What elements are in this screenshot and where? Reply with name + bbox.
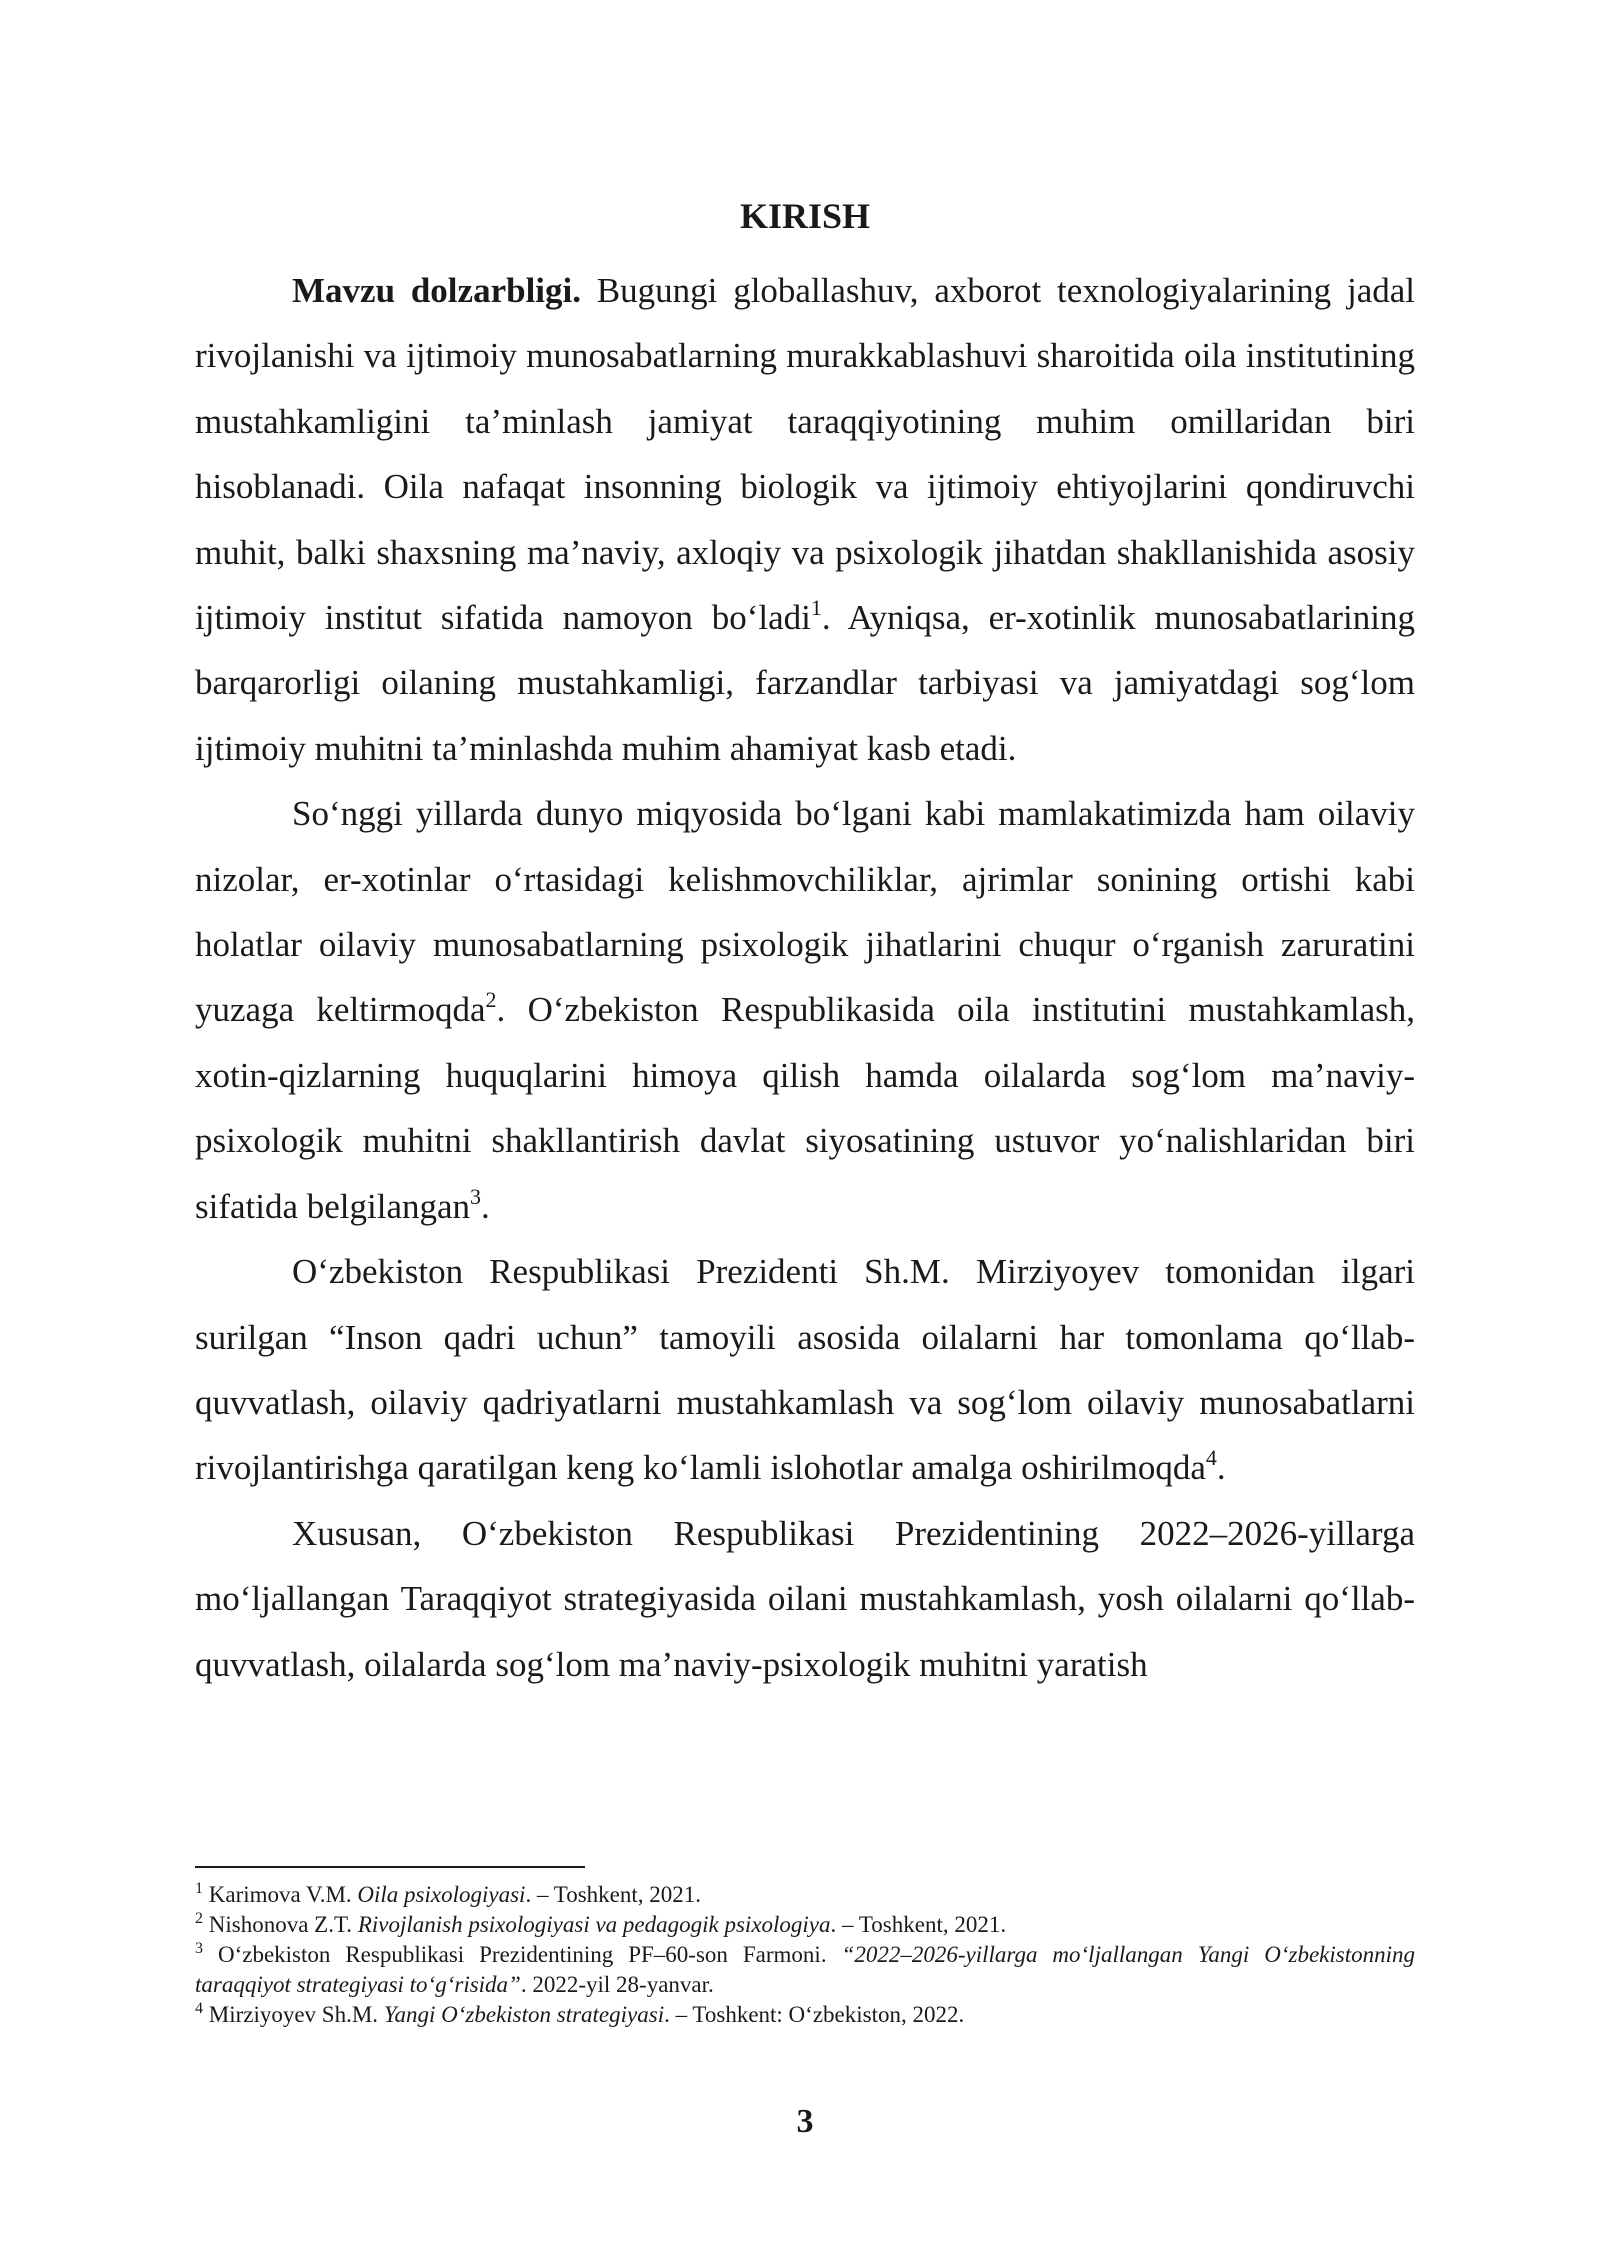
footnote-details: . 2022-yil 28-yanvar. bbox=[520, 1972, 714, 1997]
footnote-number: 1 bbox=[195, 1880, 203, 1897]
footnote-author: O‘zbekiston Respublikasi Prezidentining PF–60-son Farmoni. bbox=[203, 1942, 842, 1967]
paragraph-text: Xususan, O‘zbekiston Respublikasi Prezidentining 2022–2026-yillarga mo‘ljallangan Taraqqiyot strategiyasida oilani mustahkamlash, yosh oilalarni qo‘llab-quvvatlash, oilalarda sog‘lom ma’naviy-psixologik muhitni yaratish bbox=[195, 1513, 1415, 1684]
footnote-details: . – Toshkent, 2021. bbox=[525, 1882, 702, 1907]
page-number: 3 bbox=[796, 2103, 814, 2140]
footnote-ref-3[interactable]: 3 bbox=[470, 1183, 482, 1209]
footnote-author: Nishonova Z.T. bbox=[203, 1912, 358, 1937]
paragraph-strategy bbox=[195, 1501, 1415, 1697]
footnotes bbox=[195, 1880, 1415, 2030]
footnote-work-title: Yangi O‘zbekiston strategiyasi bbox=[383, 2002, 665, 2027]
footnote-number: 2 bbox=[195, 1910, 203, 1927]
footnote-work-title: Rivojlanish psixologiyasi va pedagogik psixologiya bbox=[357, 1912, 831, 1937]
paragraph-recent-years bbox=[195, 781, 1415, 1239]
paragraph-text: So‘nggi yillarda dunyo miqyosida bo‘lgani kabi mamlakatimizda ham oilaviy nizolar, er-xotinlar o‘rtasidagi kelishmovchiliklar, ajrimlar sonining ortishi kabi holatlar oilaviy munosabatlarning psixologik jihatlarini chuqur o‘rganish zaruratini yuzaga keltirmoqda bbox=[195, 794, 1415, 1030]
paragraph-lead: Mavzu dolzarbligi. bbox=[292, 271, 581, 310]
footnote-3 bbox=[195, 1940, 1415, 2000]
paragraph-text: Bugungi globallashuv, axborot texnologiyalarining jadal rivojlanishi va ijtimoiy munosabatlarning murakkablashuvi sharoitida oila institutining mustahkamligini ta’minlash jamiyat taraqqiyotining muhim omillaridan biri hisoblanadi. Oila nafaqat insonning biologik va ijtimoiy ehtiyojlarini qondiruvchi muhit, balki shaxsning ma’naviy, axloqiy va psixologik jihatdan shakllanishida asosiy ijtimoiy institut sifatida namoyon bo‘ladi bbox=[195, 271, 1415, 638]
footnote-author: Karimova V.M. bbox=[203, 1882, 358, 1907]
paragraph-president bbox=[195, 1239, 1415, 1501]
section-title: KIRISH bbox=[739, 196, 871, 236]
footnote-1 bbox=[195, 1880, 1415, 1910]
paragraph-text: . O‘zbekiston Respublikasida oila institutini mustahkamlash, xotin-qizlarning huquqlarini himoya qilish hamda oilalarda sog‘lom ma’naviy-psixologik muhitni shakllantirish davlat siyosatining ustuvor yo‘nalishlaridan biri sifatida belgilangan bbox=[195, 990, 1415, 1226]
footnote-details: . – Toshkent, 2021. bbox=[830, 1912, 1007, 1937]
footnote-author: Mirziyoyev Sh.M. bbox=[203, 2002, 384, 2027]
footnote-ref-2[interactable]: 2 bbox=[485, 987, 497, 1013]
footnote-2 bbox=[195, 1910, 1415, 1940]
paragraph-text: . bbox=[1216, 1448, 1226, 1488]
footnote-ref-4[interactable]: 4 bbox=[1205, 1445, 1217, 1471]
paragraph-relevance bbox=[195, 258, 1415, 781]
footnote-work-title: Oila psixologiyasi bbox=[357, 1882, 526, 1907]
footnote-work-title: “2022–2026-yillarga mo‘ljallangan Yangi O‘zbekistonning taraqqiyot strategiyasi to‘g‘risida” bbox=[195, 1942, 1415, 1997]
body-text bbox=[195, 258, 1415, 1697]
footnote-details: . – Toshkent: O‘zbekiston, 2022. bbox=[664, 2002, 965, 2027]
footnote-ref-1[interactable]: 1 bbox=[810, 595, 822, 621]
paragraph-text: . bbox=[481, 1186, 490, 1226]
footnote-4 bbox=[195, 2000, 1415, 2030]
footnote-number: 3 bbox=[195, 1940, 203, 1957]
footnote-separator bbox=[195, 1866, 585, 1868]
paragraph-text: . Ayniqsa, er-xotinlik munosabatlarining barqarorligi oilaning mustahkamligi, farzandlar tarbiyasi va jamiyatdagi sog‘lom ijtimoiy muhitni ta’minlashda muhim ahamiyat kasb etadi. bbox=[195, 598, 1415, 768]
footnote-number: 4 bbox=[195, 2000, 203, 2017]
paragraph-text: O‘zbekiston Respublikasi Prezidenti Sh.M. Mirziyoyev tomonidan ilgari surilgan “Inson qadri uchun” tamoyili asosida oilalarni har tomonlama qo‘llab-quvvatlash, oilaviy qadriyatlarni mustahkamlash va sog‘lom oilaviy munosabatlarni rivojlantirishga qaratilgan keng ko‘lamli islohotlar amalga oshirilmoqda bbox=[195, 1252, 1415, 1488]
